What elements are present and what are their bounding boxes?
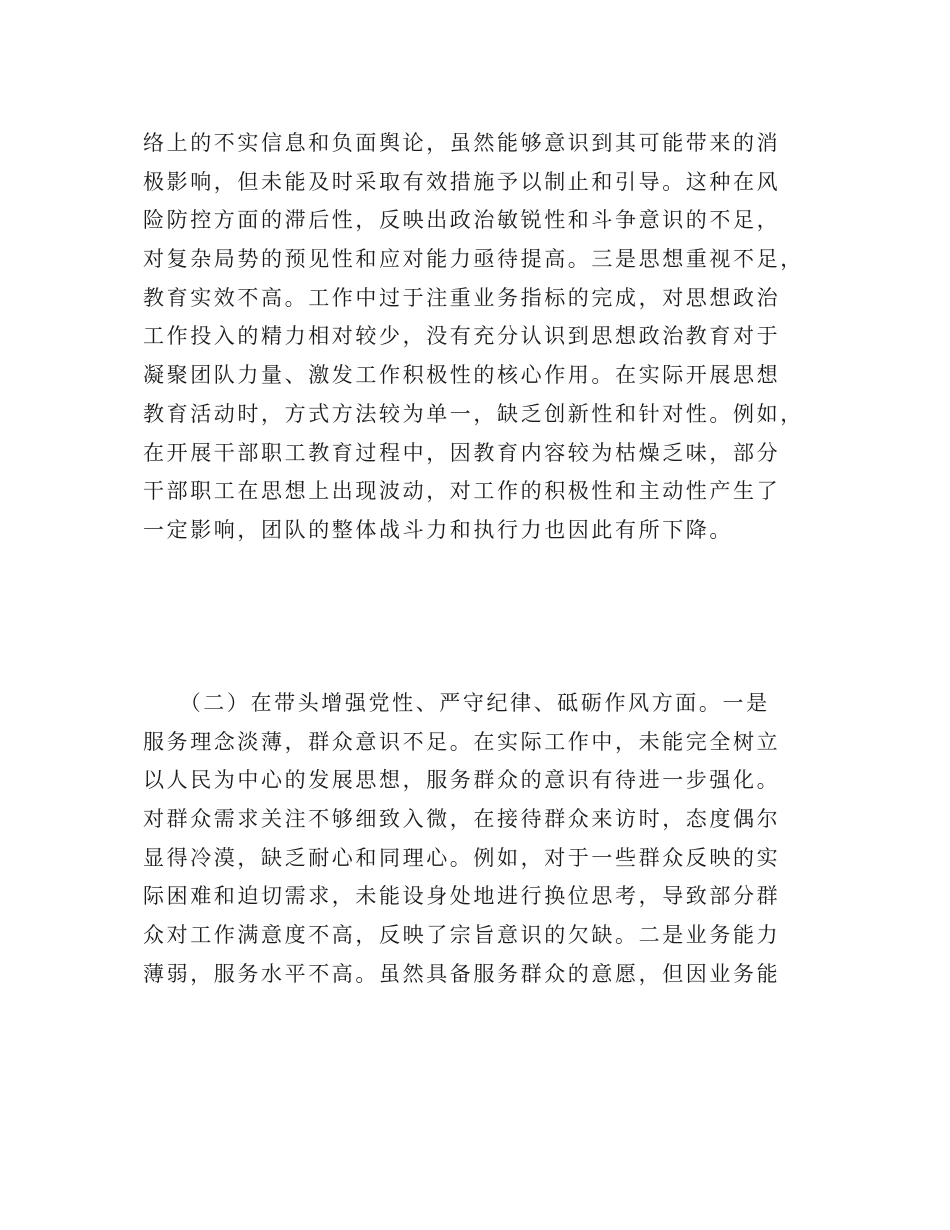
text-line: 以人民为中心的发展思想，服务群众的意识有待进一步强化。 [143,768,781,793]
text-line: 凝聚团队力量、激发工作积极性的核心作用。在实际开展思想 [143,363,781,388]
text-line: （二）在带头增强党性、严守纪律、砥砺作风方面。一是 [143,691,770,715]
text-line: 教育实效不高。工作中过于注重业务指标的完成，对思想政治 [143,285,781,310]
text-line: 显得冷漠，缺乏耐心和同理心。例如，对于一些群众反映的实 [143,845,781,870]
paragraph-section-two [143,684,815,994]
text-line: 际困难和迫切需求，未能设身处地进行换位思考，导致部分群 [143,884,781,909]
text-line: 干部职工在思想上出现波动，对工作的积极性和主动性产生了 [143,479,781,504]
text-line: 险防控方面的滞后性，反映出政治敏锐性和斗争意识的不足， [143,208,781,233]
paragraph-risk-and-thinking [143,124,815,550]
text-line: 服务理念淡薄，群众意识不足。在实际工作中，未能完全树立 [143,729,781,754]
text-line: 工作投入的精力相对较少，没有充分认识到思想政治教育对于 [143,324,781,349]
text-line: 对复杂局势的预见性和应对能力亟待提高。三是思想重视不足， [143,247,804,272]
text-line: 对群众需求关注不够细致入微，在接待群众来访时，态度偶尔 [143,807,781,832]
text-line: 教育活动时，方式方法较为单一，缺乏创新性和针对性。例如， [143,401,804,426]
text-line: 众对工作满意度不高，反映了宗旨意识的欠缺。二是业务能力 [143,923,781,948]
text-line: 在开展干部职工教育过程中，因教育内容较为枯燥乏味，部分 [143,440,781,465]
text-line: 络上的不实信息和负面舆论，虽然能够意识到其可能带来的消 [143,131,781,155]
text-line: 一定影响，团队的整体战斗力和执行力也因此有所下降。 [143,517,733,542]
text-line: 薄弱，服务水平不高。虽然具备服务群众的意愿，但因业务能 [143,961,781,986]
text-line: 极影响，但未能及时采取有效措施予以制止和引导。这种在风 [143,169,781,194]
